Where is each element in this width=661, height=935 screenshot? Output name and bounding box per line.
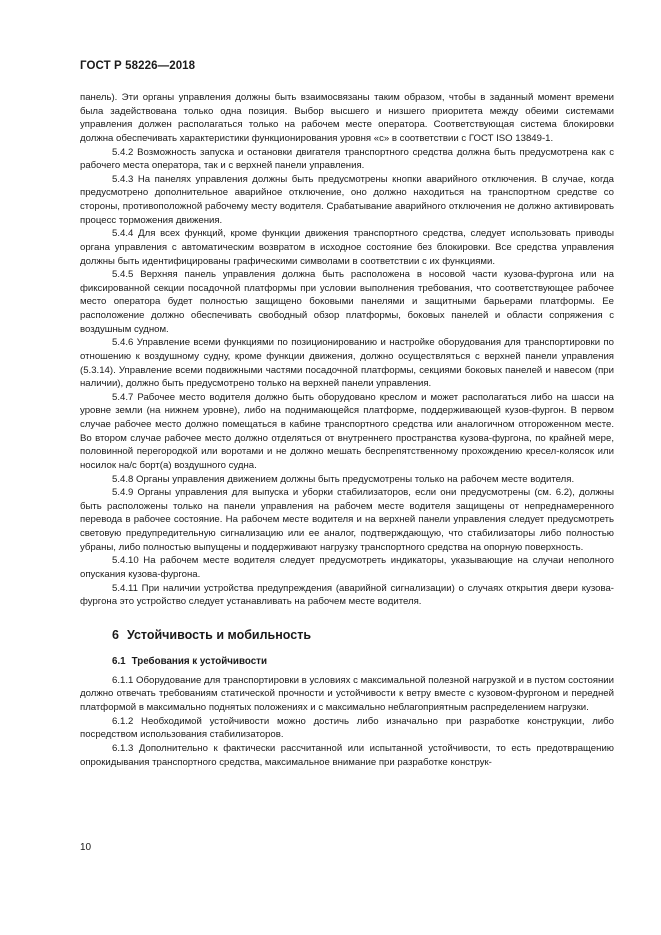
paragraph-5-4-7: 5.4.7 Рабочее место водителя должно быть оборудовано креслом и может располагаться либо на шасси на уровне земли (на нижнем уровне), либо на поднимающейся платформе, поддерживающей кузов-фургон. В первом случае рабочее место должно помещаться в кабине транспортного средства или аналогичном отгороженном месте. Во втором случае рабочее место должно отделяться от внутреннего пространства кузова-фургона, по крайней мере, половинной перегородкой или воротами и не должно мешать беспрепятственному прохождению кресел-колясок или носилок на/с борт(а) воздушного судна. [80,391,614,471]
section-number: 6 [112,627,119,642]
section-heading [80,627,614,643]
paragraph-5-4-2: 5.4.2 Возможность запуска и остановки двигателя транспортного средства должна быть предусмотрена как с рабочего места оператора, так и с верхней панели управления. [80,146,614,172]
subsection-title: Требования к устойчивости [131,655,267,667]
subsection-number: 6.1 [112,655,126,667]
paragraph-5-4-5: 5.4.5 Верхняя панель управления должна быть расположена в носовой части кузова-фургона или на фиксированной секции посадочной платформы при условии выполнения требования, что соответствующее рабочее место оператора будет полностью защищено боковыми панелями и защитными барьерами платформы. Ее расположение должно обеспечивать свободный обзор платформы, боковых панелей и области сопряжения с воздушным судном. [80,269,614,335]
page-number: 10 [80,842,92,853]
paragraph-continuation: панель). Эти органы управления должны быть взаимосвязаны таким образом, чтобы в заданный момент времени была задействована только одна позиция. Выбор высшего и низшего приоритета между обеими системами управления должен располагаться только на рабочем месте оператора. Соответствующая система блокировки должна обеспечивать характеристики функционирования уровня «c» в соответствии с ГОСТ ISO 13849-1. [80,92,614,144]
document-header-code: ГОСТ Р 58226—2018 [80,60,196,72]
paragraph-6-1-2: 6.1.2 Необходимой устойчивости можно достичь либо изначально при разработке конструкции, либо посредством использования стабилизаторов. [80,715,614,741]
paragraph-5-4-4: 5.4.4 Для всех функций, кроме функции движения транспортного средства, следует использовать приводы органа управления с автоматическим возвратом в исходное состояние без блокировки. Все средства управления должны быть идентифицированы графическими символами в соответствии с их функциями. [80,228,614,267]
paragraph-6-1-3: 6.1.3 Дополнительно к фактически рассчитанной или испытанной устойчивости, то есть предотвращению опрокидывания транспортного средства, максимальное внимание при разработке конструк- [80,742,614,768]
paragraph-5-4-6: 5.4.6 Управление всеми функциями по позиционированию и настройке оборудования для транспортировки по отношению к воздушному судну, кроме функции движения, должно осуществляться с верхней панели управления (5.3.14). Управление всеми подвижными частями посадочной платформы, секциями боковых панелей и навесом (при наличии), должно быть предусмотрено только на верхней панели управления. [80,337,614,390]
paragraph-6-1-1: 6.1.1 Оборудование для транспортировки в условиях с максимальной полезной нагрузкой и в пустом состоянии должно отвечать требованиям статической прочности и устойчивости к ветру вместе с кузовом-фургоном и передней платформой в максимально поднятых положениях и с максимально неблагоприятным распределением нагрузки. [80,674,614,713]
subsection-heading [80,655,614,668]
paragraph-5-4-10: 5.4.10 На рабочем месте водителя следует предусмотреть индикаторы, указывающие на случаи неполного опускания кузова-фургона. [80,555,614,580]
section-title: Устойчивость и мобильность [126,627,312,642]
paragraph-5-4-8: 5.4.8 Органы управления движением должны быть предусмотрены только на рабочем месте водителя. [112,473,575,485]
document-body [80,91,614,769]
paragraph-5-4-11: 5.4.11 При наличии устройства предупреждения (аварийной сигнализации) о случаях открытия двери кузова-фургона это устройство следует устанавливать на рабочем месте водителя. [80,582,614,608]
paragraph-5-4-3: 5.4.3 На панелях управления должны быть предусмотрены кнопки аварийного отключения. В случае, когда предусмотрено дополнительное аварийное отключение, оно должно находиться на транспортном средстве со стороны, противоположной рабочему месту водителя. Срабатывание аварийного отключения не должно активировать процесс торможения движения. [80,173,614,226]
paragraph-5-4-9: 5.4.9 Органы управления для выпуска и уборки стабилизаторов, если они предусмотрены (см. 6.2), должны быть расположены только на панели управления на рабочем месте водителя защищены от непреднамеренного перевода в рабочее состояние. На рабочем месте водителя и на верхней панели управления следует предусмотреть световую предупредительную сигнализацию или ее аналог, подтверждающую, что стабилизаторы либо полностью убраны, либо полностью выпущены и поддерживают нагрузку транспортного средства на опорную поверхность. [80,487,614,553]
